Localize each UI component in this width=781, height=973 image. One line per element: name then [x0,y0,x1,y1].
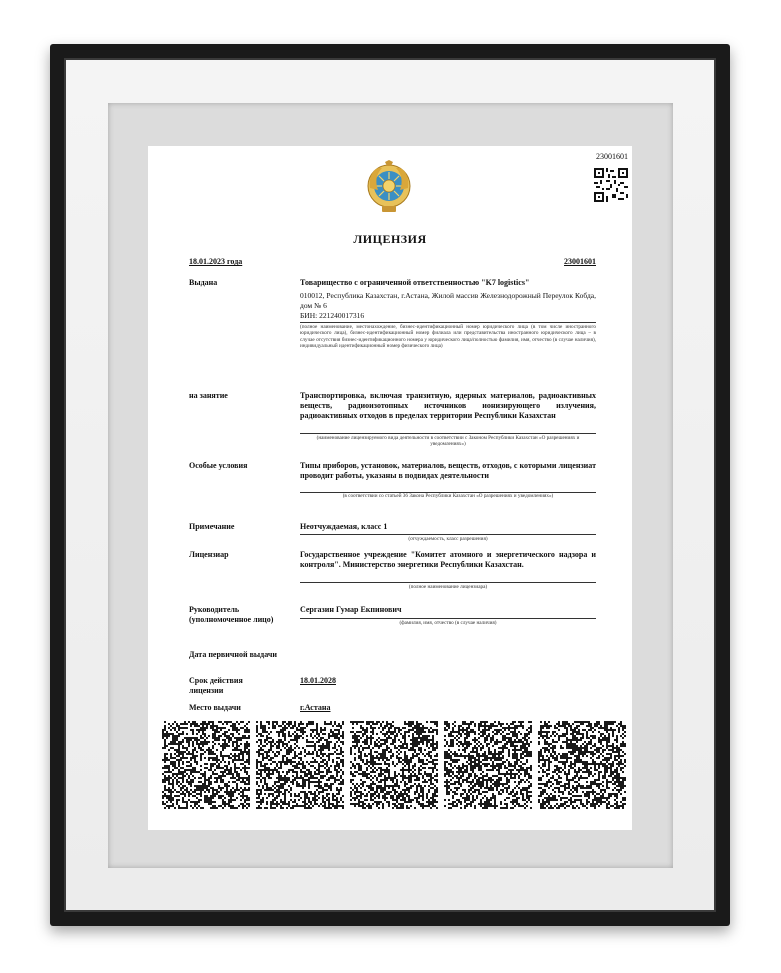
first-issue-label: Дата первичной выдачи [189,650,278,659]
remark-note: (отчуждаемость, класс разрешения) [408,536,488,542]
divider [300,433,596,434]
license-number: 23001601 [564,257,596,266]
activity-value: Транспортировка, включая транзитную, ядерных материалов, радиоактивных веществ, радиоизотопных источников ионизирующего излучения, радиоактивных отходов в пределах территории Республики Казахстан [300,391,596,420]
barcode-icon [256,721,344,809]
licensor-note: (полное наименование лицензиара) [408,584,488,590]
divider [300,534,596,535]
licensor-value: Государственное учреждение "Комитет атомного и энергетического надзора и контроля". Министерство энергетики Республики Казахстан. [300,550,596,569]
place-value: г.Астана [300,703,331,712]
conditions-note: (в соответствии со статьей 36 Закона Республики Казахстан «О разрешениях и уведомлениях») [342,493,554,499]
license-document [148,146,632,830]
activity-note: (наименование лицензируемого вида деятельности в соответствии с Законом Республики Казахстан «О разрешениях и уведомлениях») [316,435,580,448]
divider [300,582,596,583]
place-label: Место выдачи [189,703,241,712]
conditions-value: Типы приборов, установок, материалов, веществ, отходов, с которыми лицензиат проводит работы, указаны в подвидах деятельности [300,461,596,480]
activity-label: на занятие [189,391,228,400]
validity-label-line2: лицензии [189,686,224,695]
issued-to-address: 010012, Республика Казахстан, г.Астана, Жилой массив Железнодорожный Переулок Кобда, дом № 6 [300,291,596,310]
barcode-icon [444,721,532,809]
head-label [189,605,273,625]
barcode-icon [538,721,626,809]
issued-to-label: Выдана [189,278,218,287]
barcode-icon [162,721,250,809]
issue-date: 18.01.2023 года [189,257,243,266]
head-label-line2: (уполномоченное лицо) [189,615,274,624]
issued-to-name: Товарищество с ограниченной ответственностью "K7 logistics" [300,278,530,287]
doc-number-corner: 23001601 [596,152,628,161]
head-label-line1: Руководитель [189,605,240,614]
conditions-label: Особые условия [189,461,248,470]
validity-value: 18.01.2028 [300,676,336,685]
qr-code-icon [594,168,628,202]
remark-label: Примечание [189,522,235,531]
validity-label-line1: Срок действия [189,676,243,685]
issued-to-note: (полное наименование, местонахождение, бизнес-идентификационный номер юридического лица (в том числе иностранного юридического лица), бизнес-идентификационный номер филиала или представительства иностранного юридического лица – в случае отсутствия бизнес-идентификационного номера у юридического лица/полностью фамилия, имя, отчество (в случае наличия), индивидуальный идентификационный номер физического лица) [300,324,596,350]
validity-label [189,676,243,696]
head-value: Сергазин Гумар Екпинович [300,605,402,614]
remark-value: Неотчуждаемая, класс 1 [300,522,388,531]
document-title: ЛИЦЕНЗИЯ [353,232,427,246]
divider [300,618,596,619]
head-note: (фамилия, имя, отчество (в случае наличия) [399,620,497,626]
kazakhstan-emblem-icon [366,160,412,214]
issued-to-bin: БИН: 221240017316 [300,311,365,320]
barcode-icon [350,721,438,809]
barcode-strip [162,721,628,809]
licensor-label: Лицензиар [189,550,229,559]
divider [300,322,596,323]
